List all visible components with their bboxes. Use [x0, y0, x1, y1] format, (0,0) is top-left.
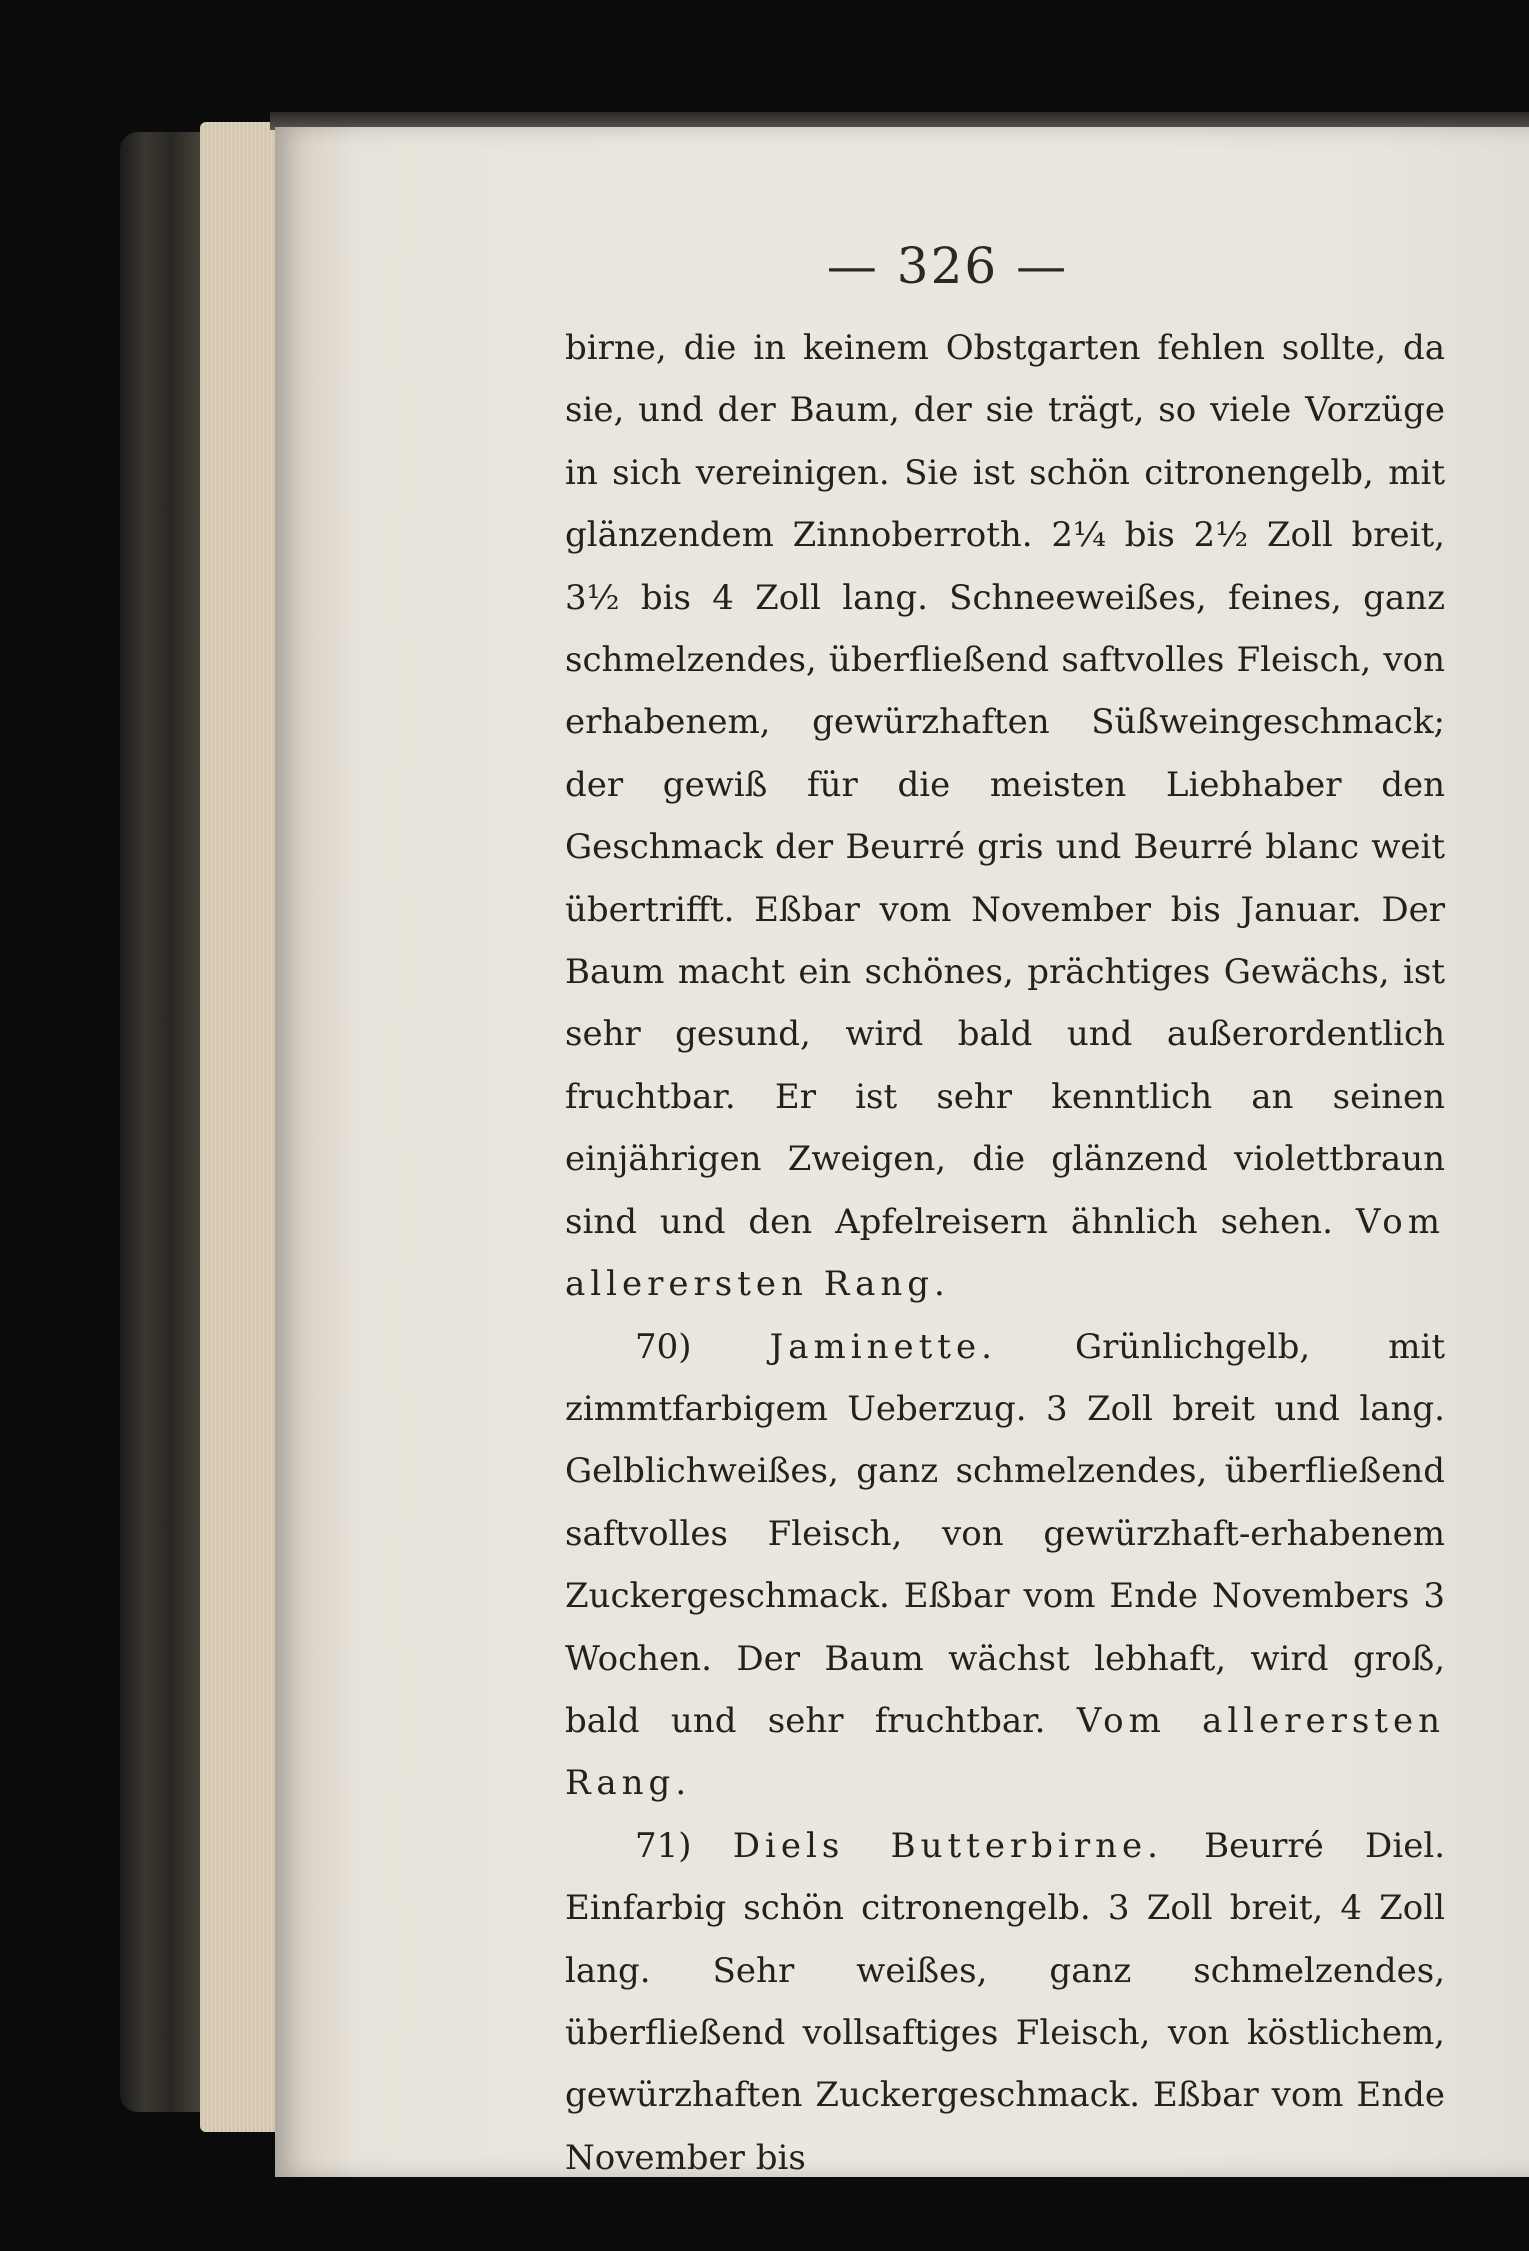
entry-number: 70) — [635, 1326, 770, 1367]
book — [120, 112, 1529, 2182]
entry-title: Diels Butterbirne. — [732, 1825, 1163, 1866]
page-text — [565, 317, 1445, 2189]
entry-body: Grünlichgelb, mit zimmtfarbigem Ueberzug. 3 Zoll breit und lang. Gelblichweißes, ganz schmelzendes, überfließend saftvolles Fleisch, von gewürzhaft-erhabenem Zuckergeschmack. Eßbar vom Ende Novembers 3 Wochen. Der Baum wächst lebhaft, wird groß, bald und sehr fruchtbar. — [565, 1326, 1446, 1741]
book-cover-edge — [120, 132, 205, 2112]
text-run: birne, die in keinem Obstgarten fehlen sollte, da sie, und der Baum, der sie trägt, so viele Vorzüge in sich vereinigen. Sie ist schön citronengelb, mit glänzendem Zinnoberroth. 2¼ bis 2½ Zoll breit, 3½ bis 4 Zoll lang. Schneeweißes, feines, ganz schmelzendes, überfließend saftvolles Fleisch, von erhabenem, gewürzhaften Süßweingeschmack; der gewiß für die meisten Liebhaber den Geschmack der Beurré gris und Beurré blanc weit übertrifft. Eßbar vom November bis Januar. Der Baum macht ein schönes, prächtiges Gewächs, ist sehr gesund, wird bald und außerordentlich fruchtbar. Er ist sehr kenntlich an seinen einjährigen Zweigen, die glänzend violettbraun sind und den Apfelreisern ähnlich sehen. — [565, 328, 1445, 1242]
page-stack — [200, 122, 275, 2132]
book-page — [275, 127, 1529, 2177]
rating-text: Vom allerersten Rang. — [565, 1201, 1445, 1305]
paragraph-entry-70 — [565, 1316, 1445, 1815]
rating-text: Vom allerersten Rang. — [565, 1700, 1445, 1804]
page-header: — 326 — — [826, 237, 1069, 295]
paragraph-entry-71 — [565, 1815, 1445, 2189]
entry-body: Beurré Diel. Einfarbig schön citronengelb. 3 Zoll breit, 4 Zoll lang. Sehr weißes, ganz schmelzendes, überfließend vollsaftiges Fleisch, von köstlichem, gewürzhaften Zuckergeschmack. Eßbar vom Ende November bis — [565, 1825, 1445, 2178]
entry-title: Jaminette. — [769, 1326, 997, 1367]
paragraph-continuation — [565, 317, 1445, 1316]
entry-number: 71) — [635, 1825, 733, 1866]
